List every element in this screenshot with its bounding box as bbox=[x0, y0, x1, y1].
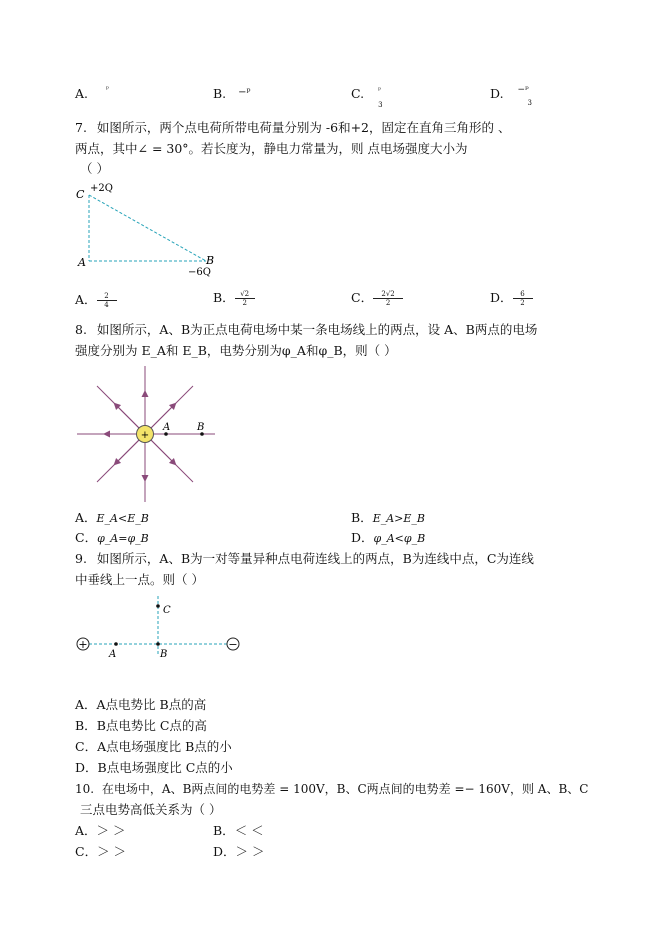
q7-stem-line1 bbox=[75, 120, 510, 136]
q8-option-a[interactable] bbox=[75, 510, 149, 527]
question-text: 如图所示，A、B为正点电荷电场中某一条电场线上的两点，设 A、B两点的电场 bbox=[96, 322, 538, 337]
option-letter: C． bbox=[75, 844, 98, 859]
frac-num: √2 bbox=[240, 290, 250, 298]
plus-sign: + bbox=[78, 638, 88, 651]
option-letter: B． bbox=[75, 718, 97, 733]
option-text: ＞ ＞ bbox=[97, 844, 127, 859]
q6-option-d[interactable] bbox=[490, 86, 532, 108]
q9-option-b[interactable] bbox=[75, 718, 207, 734]
option-fraction bbox=[373, 290, 403, 307]
option-letter: D． bbox=[213, 844, 236, 859]
option-text: ＜ ＜ bbox=[234, 823, 264, 838]
triangle-side-cb bbox=[89, 195, 206, 261]
option-text: ᵖ bbox=[106, 85, 109, 93]
q9-option-d[interactable] bbox=[75, 760, 233, 776]
q7-answer-blank: （ ） bbox=[80, 161, 109, 176]
q8-stem-line2: 强度分别为 E_A和 E_B，电势分别为φ_A和φ_B，则（ ） bbox=[75, 343, 397, 358]
label-c: C bbox=[163, 605, 171, 616]
frac-den: 4 bbox=[104, 301, 109, 309]
option-text: ＞ ＞ bbox=[235, 844, 265, 859]
option-letter: B. bbox=[213, 86, 227, 101]
q7-option-b[interactable] bbox=[213, 290, 255, 307]
option-text: φ_A=φ_B bbox=[97, 532, 149, 545]
option-text: ＞ ＞ bbox=[96, 823, 126, 838]
option-text: B点电场强度比 C点的小 bbox=[97, 760, 233, 775]
option-text: φ_A<φ_B bbox=[373, 532, 426, 545]
q7-stem-line2: 两点，其中∠ = 30°。若长度为，静电力常量为，则 点电场强度大小为 bbox=[75, 141, 468, 156]
label-a: A bbox=[78, 256, 86, 269]
option-letter: C． bbox=[351, 290, 374, 305]
option-fraction bbox=[97, 292, 117, 309]
option-text: −ᵖ bbox=[238, 87, 251, 98]
option-letter: B． bbox=[213, 823, 235, 838]
frac-den: 2 bbox=[242, 299, 247, 307]
q10-option-b[interactable] bbox=[213, 823, 264, 839]
charge-c: +2Q bbox=[90, 183, 113, 194]
question-number: 10. bbox=[75, 782, 95, 796]
option-text: −ᵖ bbox=[517, 85, 529, 95]
label-b: B bbox=[160, 649, 168, 660]
q10-option-c[interactable] bbox=[75, 844, 126, 860]
frac-num: 2√2 bbox=[381, 290, 395, 298]
option-letter: C． bbox=[75, 739, 98, 754]
option-letter: B． bbox=[213, 290, 235, 305]
frac-den: 2 bbox=[385, 299, 391, 307]
q8-field-diagram bbox=[75, 364, 220, 506]
q10-option-d[interactable] bbox=[213, 844, 265, 860]
q9-stem-line1 bbox=[75, 551, 534, 567]
frac-num: 2 bbox=[104, 292, 109, 300]
q7-option-a[interactable] bbox=[75, 292, 117, 309]
option-letter: D. bbox=[490, 86, 504, 101]
option-letter: A． bbox=[75, 697, 97, 712]
point-c bbox=[156, 604, 160, 608]
question-text: 在电场中，A、B两点间的电势差 = 100V，B、C两点间的电势差 =− 160V，则 A、B、C bbox=[101, 782, 589, 796]
q9-stem-line2: 中垂线上一点。则（ ） bbox=[75, 572, 204, 587]
q6-option-b[interactable] bbox=[213, 86, 251, 104]
option-sub: 3 bbox=[378, 101, 383, 109]
question-number: 9. bbox=[75, 551, 87, 566]
question-text: 如图所示，A、B为一对等量异种点电荷连线上的两点，B为连线中点，C为连线 bbox=[96, 551, 534, 566]
q8-option-d[interactable] bbox=[351, 530, 425, 547]
option-letter: A． bbox=[75, 292, 97, 307]
option-letter: A． bbox=[75, 823, 97, 838]
option-letter: A． bbox=[75, 510, 97, 525]
q8-option-b[interactable] bbox=[351, 510, 425, 527]
label-a: A bbox=[163, 422, 171, 433]
q9-option-c[interactable] bbox=[75, 739, 232, 755]
label-b: B bbox=[197, 422, 205, 433]
positive-charge-sign: + bbox=[140, 430, 150, 441]
q6-option-a[interactable] bbox=[75, 86, 109, 104]
minus-sign: − bbox=[228, 638, 238, 651]
q9-dipole-diagram bbox=[72, 592, 247, 664]
label-c: C bbox=[76, 188, 85, 201]
option-text: A点电场强度比 B点的小 bbox=[97, 739, 232, 754]
option-letter: D． bbox=[490, 290, 513, 305]
q10-stem-line1 bbox=[75, 781, 588, 797]
option-letter: C. bbox=[351, 86, 365, 101]
option-sub: 3 bbox=[527, 99, 533, 107]
q6-option-c[interactable] bbox=[351, 86, 383, 110]
question-number: 8. bbox=[75, 322, 87, 337]
question-text: 如图所示，两个点电荷所带电荷量分别为 -6和+2，固定在直角三角形的 、 bbox=[96, 120, 511, 135]
option-letter: D． bbox=[75, 760, 98, 775]
option-text: A点电势比 B点的高 bbox=[96, 697, 207, 712]
option-text: B点电势比 C点的高 bbox=[96, 718, 207, 733]
q7-option-d[interactable] bbox=[490, 290, 533, 307]
q8-option-c[interactable] bbox=[75, 530, 149, 547]
option-fraction bbox=[235, 290, 255, 307]
q7-option-c[interactable] bbox=[351, 290, 403, 307]
option-fraction bbox=[513, 290, 533, 307]
option-letter: D． bbox=[351, 530, 374, 545]
q7-triangle-diagram bbox=[70, 178, 230, 278]
option-text: ᵖ bbox=[378, 86, 381, 94]
q9-option-a[interactable] bbox=[75, 697, 206, 713]
point-b bbox=[156, 642, 160, 646]
frac-den: 2 bbox=[520, 299, 525, 307]
option-letter: B． bbox=[351, 510, 373, 525]
option-text: E_A<E_B bbox=[96, 512, 149, 525]
q10-option-a[interactable] bbox=[75, 823, 126, 839]
label-b: B bbox=[206, 254, 215, 267]
option-letter: A. bbox=[75, 86, 89, 101]
label-a: A bbox=[109, 649, 117, 660]
option-letter: C． bbox=[75, 530, 98, 545]
frac-num: 6 bbox=[520, 290, 525, 298]
point-a bbox=[114, 642, 118, 646]
charge-b: −6Q bbox=[188, 267, 211, 278]
question-number: 7. bbox=[75, 120, 87, 135]
q10-stem-line2: 三点电势高低关系为（ ） bbox=[80, 802, 222, 817]
option-text: E_A>E_B bbox=[372, 512, 425, 525]
q8-stem-line1 bbox=[75, 322, 537, 338]
